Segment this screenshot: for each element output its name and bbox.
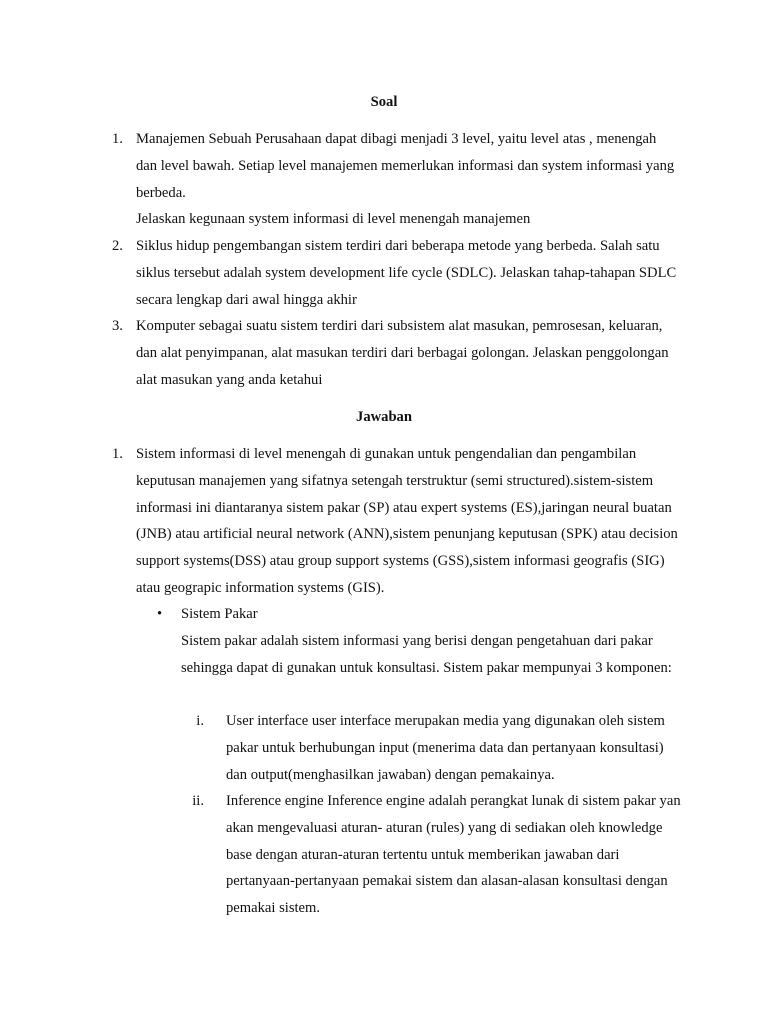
sub-item-2-text: Inference engine Inference engine adalah perangkat lunak di sistem pakar yan akan mengevaluasi aturan- aturan (rules) yang di sediakan oleh knowledge base dengan aturan-aturan tertentu untuk memberikan jawaban dari pertanyaan-pertanyaan pemakai sistem dan alasan-alasan konsultasi dengan pemakai sistem. [226,793,681,917]
jawaban-heading: Jawaban [356,409,412,425]
soal-item-3-number: 3. [112,318,123,334]
soal-heading: Soal [370,94,398,110]
bullet-symbol: • [157,606,163,622]
bullet-text: Sistem pakar adalah sistem informasi yang berisi dengan pengetahuan dari pakar sehingga dapat di gunakan untuk konsultasi. Sistem pakar mempunyai 3 komponen: [181,633,672,676]
bullet-title: Sistem Pakar [181,606,258,622]
jawaban-item-1-text: Sistem informasi di level menengah di gunakan untuk pengendalian dan pengambilan keputusan manajemen yang sifatnya setengah terstruktur (semi structured).sistem-sistem informasi ini diantaranya sistem pakar (SP) atau expert systems (ES),jaringan neural buatan (JNB) atau artificial neural network (ANN),sistem penunjang keputusan (SPK) atau decision support systems(DSS) atau group support systems (GSS),sistem informasi geografis (SIG) atau geograpic information systems (GIS). [136,446,678,596]
soal-item-1-extra: Jelaskan kegunaan system informasi di level menengah manajemen [136,211,531,227]
jawaban-item-1-number: 1. [112,446,123,462]
sub-item-1-number: i. [196,713,204,729]
soal-item-3-text: Komputer sebagai suatu sistem terdiri dari subsistem alat masukan, pemrosesan, keluaran, dan alat penyimpanan, alat masukan terdiri dari berbagai golongan. Jelaskan penggolongan alat masukan yang anda ketahui [136,318,669,388]
soal-item-2-number: 2. [112,238,123,254]
sub-item-1-text: User interface user interface merupakan media yang digunakan oleh sistem pakar untuk berhubungan input (menerima data dan pertanyaan konsultasi) dan output(menghasilkan jawaban) dengan pemakainya. [226,713,665,783]
sub-item-2-number: ii. [192,793,204,809]
soal-item-1-text: Manajemen Sebuah Perusahaan dapat dibagi menjadi 3 level, yaitu level atas , menengah dan level bawah. Setiap level manajemen memerlukan informasi dan system informasi yang berbeda. [136,131,675,201]
soal-item-1-number: 1. [112,131,123,147]
soal-item-2-text: Siklus hidup pengembangan sistem terdiri dari beberapa metode yang berbeda. Salah satu siklus tersebut adalah system development life cycle (SDLC). Jelaskan tahap-tahapan SDLC secara lengkap dari awal hingga akhir [136,238,677,308]
